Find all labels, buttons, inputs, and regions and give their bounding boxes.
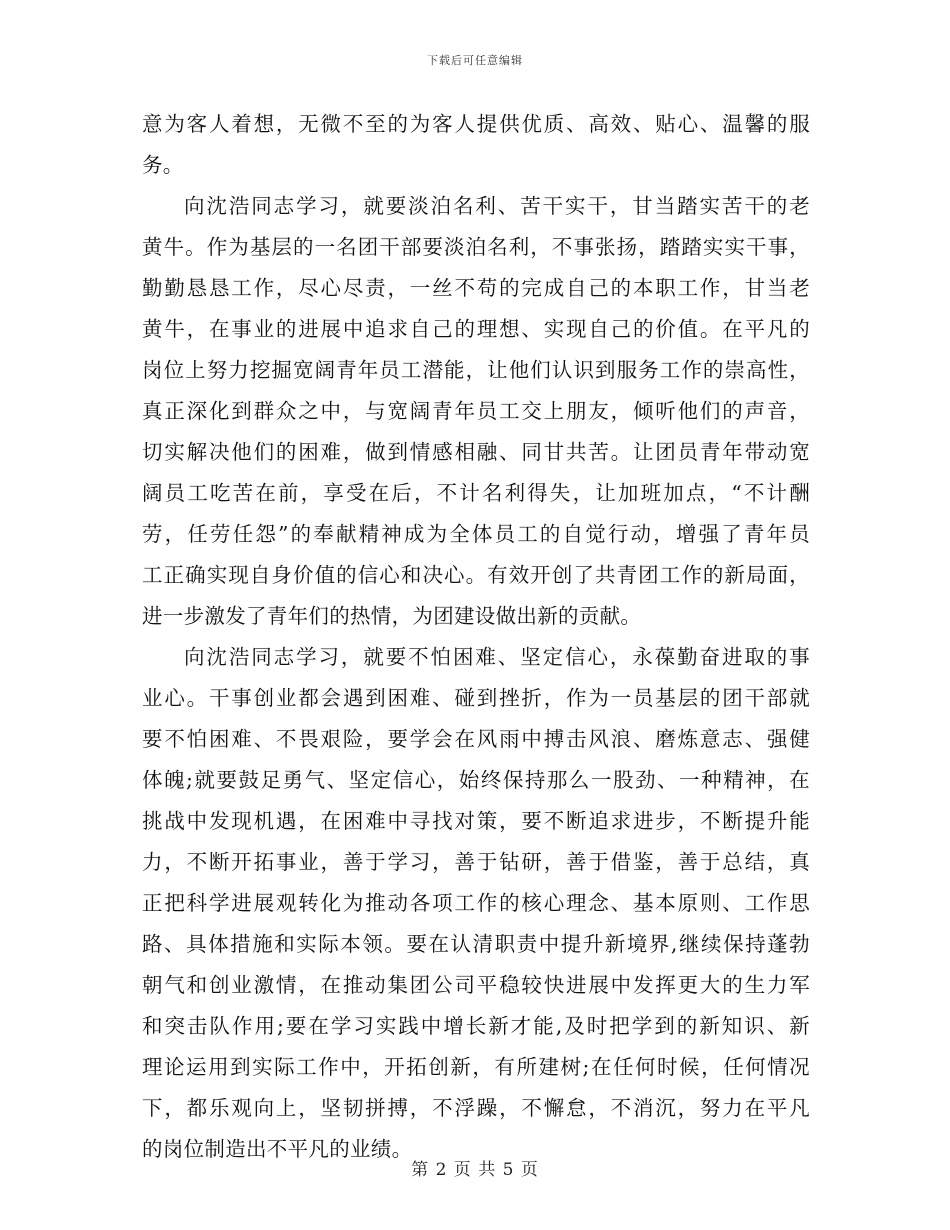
text-line: 劳，任劳任怨”的奉献精神成为全体员工的自觉行动，增强了青年员 bbox=[142, 522, 810, 546]
text-line: 向沈浩同志学习，就要淡泊名利、苦干实干，甘当踏实苦干的老 bbox=[184, 194, 810, 218]
text-line: 力，不断开拓事业，善于学习，善于钻研，善于借鉴，善于总结，真 bbox=[142, 850, 810, 874]
text-line: 阔员工吃苦在前，享受在后，不计名利得失，让加班加点，“不计酬 bbox=[142, 481, 810, 505]
text-line: 进一步激发了青年们的热情，为团建设做出新的贡献。 bbox=[142, 604, 642, 628]
text-line: 真正深化到群众之中，与宽阔青年员工交上朋友，倾听他们的声音， bbox=[142, 399, 810, 423]
text-line: 黄牛。作为基层的一名团干部要淡泊名利，不事张扬，踏踏实实干事， bbox=[142, 235, 810, 259]
text-line: 要不怕困难、不畏艰险，要学会在风雨中搏击风浪、磨炼意志、强健 bbox=[142, 727, 810, 751]
text-line: 的岗位制造出不平凡的业绩。 bbox=[142, 1137, 413, 1161]
text-line: 和突击队作用;要在学习实践中增长新才能,及时把学到的新知识、新 bbox=[142, 1014, 810, 1038]
text-line: 朝气和创业激情，在推动集团公司平稳较快进展中发挥更大的生力军 bbox=[142, 973, 810, 997]
text-line: 下，都乐观向上，坚韧拼搏，不浮躁，不懈怠，不消沉，努力在平凡 bbox=[142, 1096, 810, 1120]
text-line: 业心。干事创业都会遇到困难、碰到挫折，作为一员基层的团干部就 bbox=[142, 686, 810, 710]
text-line: 体魄;就要鼓足勇气、坚定信心，始终保持那么一股劲、一种精神，在 bbox=[142, 768, 810, 792]
text-line: 意为客人着想，无微不至的为客人提供优质、高效、贴心、温馨的服 bbox=[142, 112, 810, 136]
text-line: 正把科学进展观转化为推动各项工作的核心理念、基本原则、工作思 bbox=[142, 891, 810, 915]
text-line: 向沈浩同志学习，就要不怕困难、坚定信心，永葆勤奋进取的事 bbox=[184, 645, 810, 669]
text-line: 岗位上努力挖掘宽阔青年员工潜能，让他们认识到服务工作的崇高性， bbox=[142, 358, 810, 382]
text-line: 勤勤恳恳工作，尽心尽责，一丝不苟的完成自己的本职工作，甘当老 bbox=[142, 276, 810, 300]
page-header-note: 下载后可任意编辑 bbox=[427, 54, 523, 67]
text-line: 工正确实现自身价值的信心和决心。有效开创了共青团工作的新局面， bbox=[142, 563, 810, 587]
text-line: 黄牛，在事业的进展中追求自己的理想、实现自己的价值。在平凡的 bbox=[142, 317, 810, 341]
text-line: 路、具体措施和实际本领。要在认清职责中提升新境界,继续保持蓬勃 bbox=[142, 932, 810, 956]
text-line: 理论运用到实际工作中，开拓创新，有所建树;在任何时候，任何情况 bbox=[142, 1055, 810, 1079]
text-line: 挑战中发现机遇，在困难中寻找对策，要不断追求进步，不断提升能 bbox=[142, 809, 810, 833]
text-line: 务。 bbox=[142, 153, 184, 177]
text-line: 切实解决他们的困难，做到情感相融、同甘共苦。让团员青年带动宽 bbox=[142, 440, 810, 464]
document-body bbox=[142, 104, 810, 1170]
page-number: 第 2 页 共 5 页 bbox=[411, 1160, 539, 1180]
